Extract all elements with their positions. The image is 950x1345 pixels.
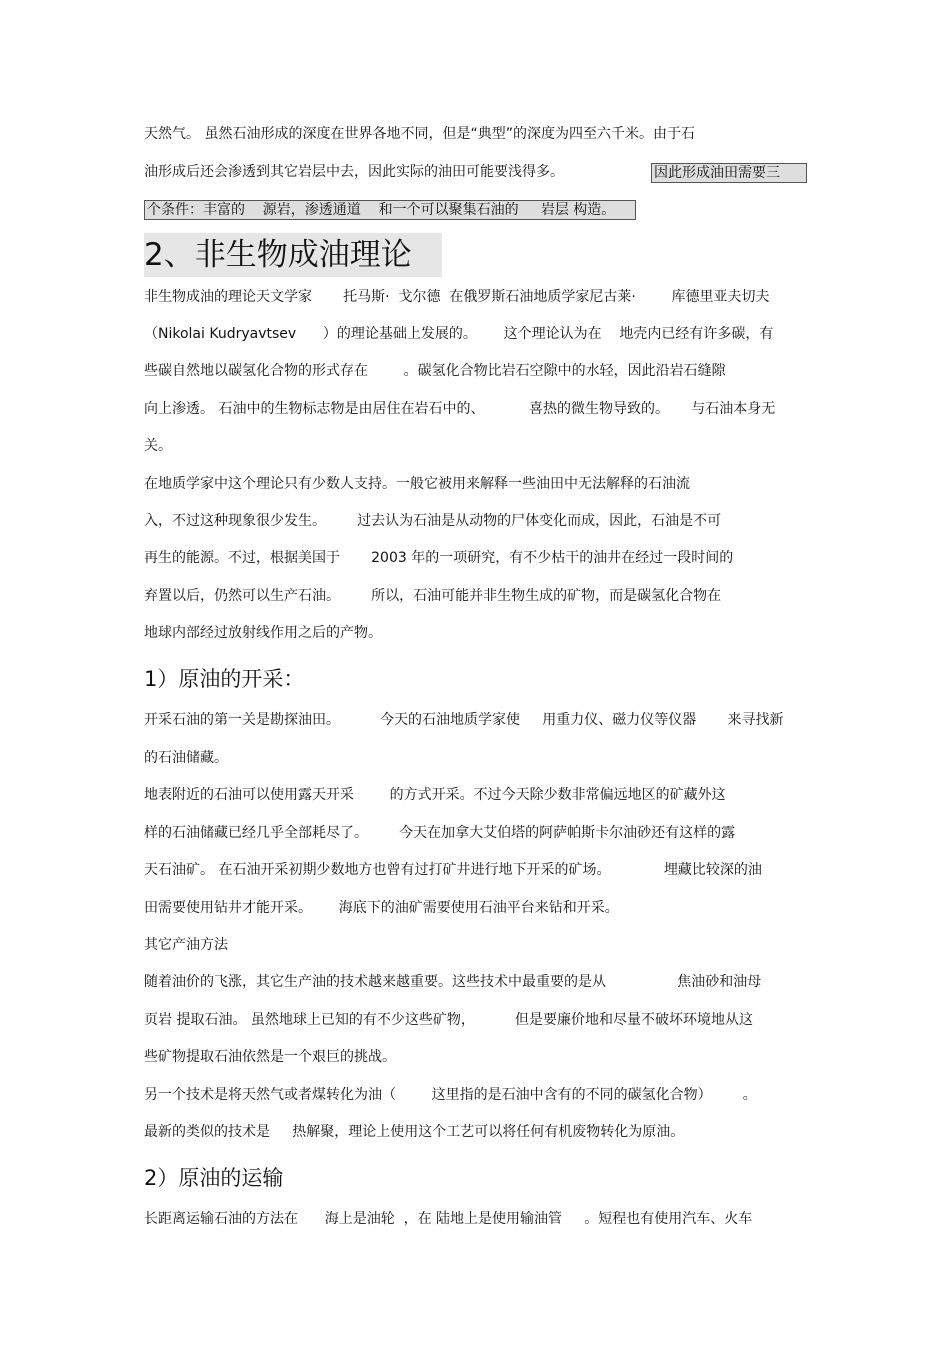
text-line: 非生物成油的理论天文学家 托马斯· 戈尔德 在俄罗斯石油地质学家尼古莱· 库德里亚夫切夫 bbox=[144, 289, 770, 305]
text-line: 其它产油方法 bbox=[144, 937, 228, 953]
text-line: 的石油储藏。 bbox=[144, 750, 228, 766]
text-line: 地表附近的石油可以使用露天开采 的方式开采。不过今天除少数非常偏远地区的矿藏外这 bbox=[144, 787, 726, 803]
text-line: 入，不过这种现象很少发生。 过去认为石油是从动物的尸体变化而成，因此，石油是不可 bbox=[144, 513, 722, 529]
text-line: 关。 bbox=[144, 438, 172, 454]
text-line: 向上渗透。 石油中的生物标志物是由居住在岩石中的、 喜热的微生物导致的。 与石油本身无 bbox=[144, 401, 776, 417]
text-line: 另一个技术是将天然气或者煤转化为油（ 这里指的是石油中含有的不同的碳氢化合物） 。 bbox=[144, 1087, 757, 1103]
text-line: （Nikolai Kudryavtsev ）的理论基础上发展的。 这个理论认为在 地壳内已经有许多碳，有 bbox=[144, 326, 774, 342]
text-line: 地球内部经过放射线作用之后的产物。 bbox=[144, 625, 382, 641]
text-line: 再生的能源。不过，根据美国于 2003 年的一项研究，有不少枯干的油井在经过一段时间的 bbox=[144, 550, 734, 566]
text-line: 在地质学家中这个理论只有少数人支持。一般它被用来解释一些油田中无法解释的石油流 bbox=[144, 476, 690, 492]
text-line: 弃置以后，仍然可以生产石油。 所以，石油可能并非生物生成的矿物，而是碳氢化合物在 bbox=[144, 588, 722, 604]
section-heading: 2、非生物成油理论 bbox=[144, 233, 442, 277]
subsection-heading: 1）原油的开采： bbox=[144, 667, 305, 691]
text-line: 油形成后还会渗透到其它岩层中去，因此实际的油田可能要浅得多。 bbox=[144, 164, 564, 180]
text-line: 随着油价的飞涨，其它生产油的技术越来越重要。这些技术中最重要的是从 焦油砂和油母 bbox=[144, 974, 762, 990]
text-line: 页岩 提取石油。 虽然地球上已知的有不少这些矿物， 但是要廉价地和尽量不破坏环境地从这 bbox=[144, 1012, 753, 1028]
text-line: 天然气。 虽然石油形成的深度在世界各地不同，但是“典型”的深度为四至六千米。由于石 bbox=[144, 126, 695, 142]
highlighted-text: 因此形成油田需要三 bbox=[651, 163, 807, 183]
text-line: 最新的类似的技术是 热解聚，理论上使用这个工艺可以将任何有机废物转化为原油。 bbox=[144, 1124, 685, 1140]
subsection-heading: 2）原油的运输 bbox=[144, 1166, 284, 1190]
text-line: 田需要使用钻井才能开采。 海底下的油矿需要使用石油平台来钻和开采。 bbox=[144, 900, 619, 916]
text-line: 开采石油的第一关是勘探油田。 今天的石油地质学家使 用重力仪、磁力仪等仪器 来寻找新 bbox=[144, 712, 784, 728]
highlighted-text: 个条件：丰富的 源岩，渗透通道 和一个可以聚集石油的 岩层 构造。 bbox=[144, 200, 636, 220]
text-line: 长距离运输石油的方法在 海上是油轮 ，在 陆地上是使用输油管 。短程也有使用汽车、火车 bbox=[144, 1211, 753, 1227]
text-line: 些碳自然地以碳氢化合物的形式存在 。碳氢化合物比岩石空隙中的水轻，因此沿岩石缝隙 bbox=[144, 363, 726, 379]
text-line: 些矿物提取石油依然是一个艰巨的挑战。 bbox=[144, 1049, 396, 1065]
text-line: 天石油矿。 在石油开采初期少数地方也曾有过打矿井进行地下开采的矿场。 埋藏比较深的油 bbox=[144, 862, 762, 878]
text-line: 样的石油储藏已经几乎全部耗尽了。 今天在加拿大艾伯塔的阿萨帕斯卡尔油砂还有这样的露 bbox=[144, 825, 736, 841]
